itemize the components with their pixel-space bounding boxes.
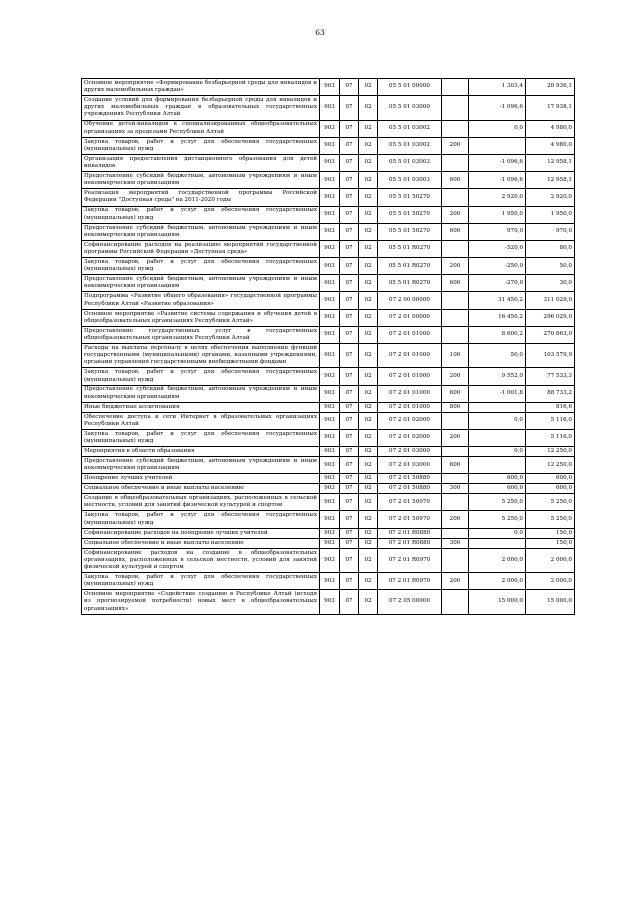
section-code-cell: 07 [340, 79, 359, 96]
section-code-cell: 07 [340, 326, 359, 343]
total-amount-cell: 5 116,0 [526, 429, 575, 446]
table-row [82, 258, 575, 275]
target-article-cell: 05 5 01 R0270 [378, 240, 442, 257]
section-code-cell: 07 [340, 528, 359, 538]
expense-type-cell: 200 [442, 258, 469, 275]
grbs-code-cell: 903 [320, 412, 340, 429]
row-name-cell: Основное мероприятие «Содействие созданию в Республике Алтай (исходя из прогнозируемой потребности) новых мест в общеобразовательных организациях» [82, 590, 320, 614]
subsection-code-cell: 02 [359, 344, 378, 368]
table-row [82, 511, 575, 528]
table-row [82, 573, 575, 590]
table-row [82, 154, 575, 171]
table-row [82, 474, 575, 484]
subsection-code-cell: 02 [359, 573, 378, 590]
table-row [82, 189, 575, 206]
subsection-code-cell: 02 [359, 538, 378, 548]
target-article-cell: 05 5 01 03003 [378, 172, 442, 189]
subsection-code-cell: 02 [359, 120, 378, 137]
target-article-cell: 07 2 00 00000 [378, 292, 442, 309]
table-row [82, 79, 575, 96]
row-name-cell: Иные бюджетные ассигнования [82, 402, 320, 412]
total-amount-cell: 12 250,0 [526, 457, 575, 474]
subsection-code-cell: 02 [359, 206, 378, 223]
expense-type-cell: 300 [442, 538, 469, 548]
subsection-code-cell: 02 [359, 96, 378, 120]
change-amount-cell: -250,0 [469, 258, 526, 275]
row-name-cell: Софинансирование расходов на создание в общеобразовательных организациях, расположенных в сельской местности, условий для занятий физической культурой и спортом [82, 548, 320, 572]
grbs-code-cell: 903 [320, 189, 340, 206]
target-article-cell: 07 2 01 50880 [378, 484, 442, 494]
subsection-code-cell: 02 [359, 292, 378, 309]
table-row [82, 309, 575, 326]
row-name-cell: Расходы на выплаты персоналу в целях обеспечения выполнения функций государственными (муниципальными) органами, казенными учреждениями, органами управления государственными внебюджетными фондами [82, 344, 320, 368]
table-row [82, 96, 575, 120]
subsection-code-cell: 02 [359, 484, 378, 494]
table-body [82, 79, 575, 615]
target-article-cell: 07 2 01 R0880 [378, 528, 442, 538]
row-name-cell: Закупка товаров, работ и услуг для обеспечения государственных (муниципальных) нужд [82, 368, 320, 385]
change-amount-cell: 50,0 [469, 344, 526, 368]
grbs-code-cell: 903 [320, 528, 340, 538]
expense-type-cell: 100 [442, 344, 469, 368]
expense-type-cell: 600 [442, 223, 469, 240]
subsection-code-cell: 02 [359, 385, 378, 402]
total-amount-cell: 103 579,9 [526, 344, 575, 368]
table-row [82, 457, 575, 474]
target-article-cell: 07 2 01 02000 [378, 412, 442, 429]
subsection-code-cell: 02 [359, 309, 378, 326]
section-code-cell: 07 [340, 573, 359, 590]
row-name-cell: Софинансирование расходов на реализацию мероприятий государственной программы Российской Федерации «Доступная среда» [82, 240, 320, 257]
row-name-cell: Основное мероприятие «Формирование безбарьерной среды для инвалидов и других маломобильных граждан» [82, 79, 320, 96]
change-amount-cell: 0,0 [469, 120, 526, 137]
section-code-cell: 07 [340, 292, 359, 309]
target-article-cell: 05 5 01 R0270 [378, 275, 442, 292]
section-code-cell: 07 [340, 275, 359, 292]
target-article-cell: 05 5 01 00000 [378, 79, 442, 96]
expense-type-cell: 200 [442, 511, 469, 528]
expense-type-cell [442, 79, 469, 96]
subsection-code-cell: 02 [359, 79, 378, 96]
row-name-cell: Предоставление субсидий бюджетным, автономным учреждениям и иным некоммерческим организациям [82, 275, 320, 292]
expense-type-cell [442, 189, 469, 206]
grbs-code-cell: 903 [320, 96, 340, 120]
total-amount-cell: 12 958,1 [526, 154, 575, 171]
total-amount-cell: 150,0 [526, 528, 575, 538]
subsection-code-cell: 02 [359, 457, 378, 474]
row-name-cell: Социальное обеспечение и иные выплаты населению [82, 484, 320, 494]
section-code-cell: 07 [340, 240, 359, 257]
total-amount-cell: 970,0 [526, 223, 575, 240]
row-name-cell: Подпрограмма «Развитие общего образования» государственной программы Республики Алтай «Развитие образования» [82, 292, 320, 309]
change-amount-cell: 0,0 [469, 528, 526, 538]
table-row [82, 538, 575, 548]
total-amount-cell: 5 250,0 [526, 494, 575, 511]
expense-type-cell: 200 [442, 368, 469, 385]
subsection-code-cell: 02 [359, 223, 378, 240]
grbs-code-cell: 903 [320, 494, 340, 511]
expense-type-cell [442, 590, 469, 614]
grbs-code-cell: 903 [320, 258, 340, 275]
expense-type-cell [442, 494, 469, 511]
row-name-cell: Закупка товаров, работ и услуг для обеспечения государственных (муниципальных) нужд [82, 429, 320, 446]
target-article-cell: 07 2 01 50970 [378, 494, 442, 511]
section-code-cell: 07 [340, 548, 359, 572]
grbs-code-cell: 903 [320, 172, 340, 189]
subsection-code-cell: 02 [359, 154, 378, 171]
target-article-cell: 07 2 01 01000 [378, 368, 442, 385]
subsection-code-cell: 02 [359, 590, 378, 614]
subsection-code-cell: 02 [359, 189, 378, 206]
section-code-cell: 07 [340, 120, 359, 137]
table-row [82, 494, 575, 511]
expense-type-cell [442, 120, 469, 137]
change-amount-cell [469, 538, 526, 548]
section-code-cell: 07 [340, 447, 359, 457]
grbs-code-cell: 903 [320, 240, 340, 257]
subsection-code-cell: 02 [359, 429, 378, 446]
total-amount-cell: 30,0 [526, 275, 575, 292]
section-code-cell: 07 [340, 154, 359, 171]
row-name-cell: Закупка товаров, работ и услуг для обеспечения государственных (муниципальных) нужд [82, 511, 320, 528]
total-amount-cell: 12 958,1 [526, 172, 575, 189]
section-code-cell: 07 [340, 206, 359, 223]
row-name-cell: Предоставление государственных услуг в государственных общеобразовательных организациях Республики Алтай [82, 326, 320, 343]
section-code-cell: 07 [340, 590, 359, 614]
total-amount-cell: 1 950,0 [526, 206, 575, 223]
target-article-cell: 07 2 01 02000 [378, 429, 442, 446]
section-code-cell: 07 [340, 511, 359, 528]
total-amount-cell: 50,0 [526, 258, 575, 275]
target-article-cell: 07 2 01 50970 [378, 511, 442, 528]
section-code-cell: 07 [340, 385, 359, 402]
table-row [82, 137, 575, 154]
subsection-code-cell: 02 [359, 494, 378, 511]
expense-type-cell [442, 240, 469, 257]
row-name-cell: Закупка товаров, работ и услуг для обеспечения государственных (муниципальных) нужд [82, 258, 320, 275]
row-name-cell: Основное мероприятие «Развитие системы содержания и обучения детей в общеобразовательных организациях Республики Алтай» [82, 309, 320, 326]
table-row [82, 223, 575, 240]
grbs-code-cell: 903 [320, 511, 340, 528]
grbs-code-cell: 903 [320, 120, 340, 137]
grbs-code-cell: 903 [320, 447, 340, 457]
total-amount-cell: 150,0 [526, 538, 575, 548]
subsection-code-cell: 02 [359, 402, 378, 412]
expense-type-cell: 600 [442, 457, 469, 474]
change-amount-cell: 1 950,0 [469, 206, 526, 223]
section-code-cell: 07 [340, 258, 359, 275]
target-article-cell: 07 2 01 R0880 [378, 538, 442, 548]
row-name-cell: Предоставление субсидий бюджетным, автономным учреждениям и иным некоммерческим организациям [82, 385, 320, 402]
row-name-cell: Софинансирование расходов на поощрение лучших учителей [82, 528, 320, 538]
expense-type-cell [442, 447, 469, 457]
change-amount-cell: 2 920,0 [469, 189, 526, 206]
table-row [82, 240, 575, 257]
target-article-cell: 05 5 01 03003 [378, 154, 442, 171]
table-row [82, 429, 575, 446]
table-row [82, 275, 575, 292]
total-amount-cell: 4 980,0 [526, 137, 575, 154]
expense-type-cell: 200 [442, 206, 469, 223]
grbs-code-cell: 903 [320, 457, 340, 474]
expense-type-cell: 800 [442, 402, 469, 412]
grbs-code-cell: 903 [320, 402, 340, 412]
grbs-code-cell: 903 [320, 474, 340, 484]
target-article-cell: 07 2 01 00000 [378, 309, 442, 326]
change-amount-cell: 600,0 [469, 484, 526, 494]
section-code-cell: 07 [340, 402, 359, 412]
total-amount-cell: 20 936,1 [526, 79, 575, 96]
table-row [82, 590, 575, 614]
table-row [82, 385, 575, 402]
table-row [82, 172, 575, 189]
total-amount-cell: 15 000,0 [526, 590, 575, 614]
row-name-cell: Предоставление субсидий бюджетным, автономным учреждениям и иным некоммерческим организациям [82, 172, 320, 189]
target-article-cell: 07 2 01 01000 [378, 385, 442, 402]
total-amount-cell: 77 533,3 [526, 368, 575, 385]
subsection-code-cell: 02 [359, 511, 378, 528]
grbs-code-cell: 903 [320, 309, 340, 326]
row-name-cell: Закупка товаров, работ и услуг для обеспечения государственных (муниципальных) нужд [82, 137, 320, 154]
expense-type-cell [442, 309, 469, 326]
section-code-cell: 07 [340, 96, 359, 120]
table-row [82, 412, 575, 429]
total-amount-cell: 2 000,0 [526, 573, 575, 590]
change-amount-cell: -520,0 [469, 240, 526, 257]
row-name-cell: Реализация мероприятий государственной программы Российской Федерации "Доступная среда" на 2011-2020 годы [82, 189, 320, 206]
expense-type-cell [442, 326, 469, 343]
expense-type-cell [442, 292, 469, 309]
grbs-code-cell: 903 [320, 292, 340, 309]
expense-type-cell: 300 [442, 484, 469, 494]
target-article-cell: 05 5 01 50270 [378, 223, 442, 240]
grbs-code-cell: 903 [320, 429, 340, 446]
target-article-cell: 05 5 01 03000 [378, 96, 442, 120]
section-code-cell: 07 [340, 344, 359, 368]
section-code-cell: 07 [340, 538, 359, 548]
grbs-code-cell: 903 [320, 573, 340, 590]
table-row [82, 120, 575, 137]
target-article-cell: 05 5 01 50270 [378, 206, 442, 223]
change-amount-cell [469, 402, 526, 412]
total-amount-cell: 816,6 [526, 402, 575, 412]
expense-type-cell: 600 [442, 172, 469, 189]
change-amount-cell: 1 303,4 [469, 79, 526, 96]
expense-type-cell: 200 [442, 429, 469, 446]
table-row [82, 447, 575, 457]
change-amount-cell: -1 096,6 [469, 96, 526, 120]
change-amount-cell: -1 001,8 [469, 385, 526, 402]
grbs-code-cell: 903 [320, 590, 340, 614]
table-row [82, 206, 575, 223]
row-name-cell: Социальное обеспечение и иные выплаты населению [82, 538, 320, 548]
total-amount-cell: 88 733,2 [526, 385, 575, 402]
total-amount-cell: 80,0 [526, 240, 575, 257]
subsection-code-cell: 02 [359, 172, 378, 189]
table-row [82, 402, 575, 412]
change-amount-cell: 5 250,0 [469, 511, 526, 528]
grbs-code-cell: 903 [320, 275, 340, 292]
target-article-cell: 05 5 01 R0270 [378, 258, 442, 275]
grbs-code-cell: 903 [320, 548, 340, 572]
total-amount-cell: 5 116,0 [526, 412, 575, 429]
row-name-cell: Обеспечение доступа к сети Интернет в образовательных организациях Республики Алтай [82, 412, 320, 429]
row-name-cell: Закупка товаров, работ и услуг для обеспечения государственных (муниципальных) нужд [82, 573, 320, 590]
change-amount-cell: 0,0 [469, 412, 526, 429]
total-amount-cell: 296 029,0 [526, 309, 575, 326]
grbs-code-cell: 903 [320, 154, 340, 171]
row-name-cell: Обучение детей-инвалидов в специализированных общеобразовательных организациях за пределами Республики Алтай [82, 120, 320, 137]
grbs-code-cell: 903 [320, 484, 340, 494]
change-amount-cell: -270,0 [469, 275, 526, 292]
table-row [82, 292, 575, 309]
total-amount-cell: 600,0 [526, 484, 575, 494]
total-amount-cell: 4 980,0 [526, 120, 575, 137]
grbs-code-cell: 903 [320, 137, 340, 154]
table-row [82, 548, 575, 572]
table-row [82, 344, 575, 368]
expense-type-cell [442, 154, 469, 171]
expense-type-cell: 600 [442, 275, 469, 292]
table-row [82, 484, 575, 494]
subsection-code-cell: 02 [359, 275, 378, 292]
expense-type-cell [442, 548, 469, 572]
grbs-code-cell: 903 [320, 79, 340, 96]
page-number: 63 [315, 28, 325, 37]
change-amount-cell: -1 096,6 [469, 154, 526, 171]
section-code-cell: 07 [340, 137, 359, 154]
grbs-code-cell: 903 [320, 538, 340, 548]
target-article-cell: 07 2 01 R0970 [378, 573, 442, 590]
change-amount-cell: 31 450,2 [469, 292, 526, 309]
subsection-code-cell: 02 [359, 258, 378, 275]
row-name-cell: Создание в общеобразовательных организациях, расположенных в сельской местности, условий для занятий физической культурой и спортом [82, 494, 320, 511]
expense-type-cell: 600 [442, 385, 469, 402]
expense-type-cell [442, 412, 469, 429]
expense-type-cell [442, 96, 469, 120]
row-name-cell: Организация предоставления дистанционного образования для детей инвалидов [82, 154, 320, 171]
change-amount-cell [469, 137, 526, 154]
row-name-cell: Поощрение лучших учителей [82, 474, 320, 484]
total-amount-cell: 17 938,1 [526, 96, 575, 120]
change-amount-cell: 5 250,0 [469, 494, 526, 511]
grbs-code-cell: 903 [320, 344, 340, 368]
change-amount-cell: 9 552,0 [469, 368, 526, 385]
change-amount-cell: 970,0 [469, 223, 526, 240]
section-code-cell: 07 [340, 223, 359, 240]
subsection-code-cell: 02 [359, 368, 378, 385]
row-name-cell: Мероприятия в области образования [82, 447, 320, 457]
change-amount-cell: 600,0 [469, 474, 526, 484]
subsection-code-cell: 02 [359, 474, 378, 484]
total-amount-cell: 311 029,0 [526, 292, 575, 309]
target-article-cell: 07 2 01 01000 [378, 344, 442, 368]
change-amount-cell: 8 600,2 [469, 326, 526, 343]
expense-type-cell [442, 528, 469, 538]
subsection-code-cell: 02 [359, 240, 378, 257]
section-code-cell: 07 [340, 172, 359, 189]
target-article-cell: 05 5 01 50270 [378, 189, 442, 206]
change-amount-cell: 0,0 [469, 447, 526, 457]
section-code-cell: 07 [340, 309, 359, 326]
grbs-code-cell: 903 [320, 368, 340, 385]
change-amount-cell: -1 096,6 [469, 172, 526, 189]
section-code-cell: 07 [340, 412, 359, 429]
table-row [82, 528, 575, 538]
subsection-code-cell: 02 [359, 137, 378, 154]
grbs-code-cell: 903 [320, 326, 340, 343]
table-row [82, 326, 575, 343]
section-code-cell: 07 [340, 429, 359, 446]
total-amount-cell: 2 920,0 [526, 189, 575, 206]
section-code-cell: 07 [340, 457, 359, 474]
subsection-code-cell: 02 [359, 447, 378, 457]
row-name-cell: Предоставление субсидий бюджетным, автономным учреждениям и иным некоммерческим организациям [82, 223, 320, 240]
row-name-cell: Создание условий для формирования безбарьерной среды для инвалидов и других маломобильных граждан в образовательных государственных учреждениях Республики Алтай [82, 96, 320, 120]
row-name-cell: Предоставление субсидий бюджетным, автономным учреждениям и иным некоммерческим организациям [82, 457, 320, 474]
change-amount-cell: 2 000,0 [469, 573, 526, 590]
total-amount-cell: 270 663,0 [526, 326, 575, 343]
expense-type-cell [442, 474, 469, 484]
target-article-cell: 07 2 01 03000 [378, 447, 442, 457]
grbs-code-cell: 903 [320, 385, 340, 402]
total-amount-cell: 2 000,0 [526, 548, 575, 572]
row-name-cell: Закупка товаров, работ и услуг для обеспечения государственных (муниципальных) нужд [82, 206, 320, 223]
subsection-code-cell: 02 [359, 326, 378, 343]
grbs-code-cell: 903 [320, 206, 340, 223]
change-amount-cell [469, 457, 526, 474]
section-code-cell: 07 [340, 368, 359, 385]
change-amount-cell [469, 429, 526, 446]
target-article-cell: 07 2 01 01000 [378, 326, 442, 343]
target-article-cell: 05 5 01 03002 [378, 137, 442, 154]
subsection-code-cell: 02 [359, 548, 378, 572]
change-amount-cell: 15 000,0 [469, 590, 526, 614]
total-amount-cell: 12 250,0 [526, 447, 575, 457]
target-article-cell: 07 2 01 01000 [378, 402, 442, 412]
section-code-cell: 07 [340, 484, 359, 494]
total-amount-cell: 5 250,0 [526, 511, 575, 528]
target-article-cell: 05 5 01 03002 [378, 120, 442, 137]
grbs-code-cell: 903 [320, 223, 340, 240]
total-amount-cell: 600,0 [526, 474, 575, 484]
target-article-cell: 07 2 01 03000 [378, 457, 442, 474]
target-article-cell: 07 2 05 00000 [378, 590, 442, 614]
section-code-cell: 07 [340, 189, 359, 206]
subsection-code-cell: 02 [359, 528, 378, 538]
target-article-cell: 07 2 01 R0970 [378, 548, 442, 572]
change-amount-cell: 16 450,2 [469, 309, 526, 326]
budget-table [81, 78, 575, 615]
section-code-cell: 07 [340, 474, 359, 484]
table-row [82, 368, 575, 385]
expense-type-cell: 200 [442, 573, 469, 590]
expense-type-cell: 200 [442, 137, 469, 154]
target-article-cell: 07 2 01 50880 [378, 474, 442, 484]
change-amount-cell: 2 000,0 [469, 548, 526, 572]
section-code-cell: 07 [340, 494, 359, 511]
subsection-code-cell: 02 [359, 412, 378, 429]
